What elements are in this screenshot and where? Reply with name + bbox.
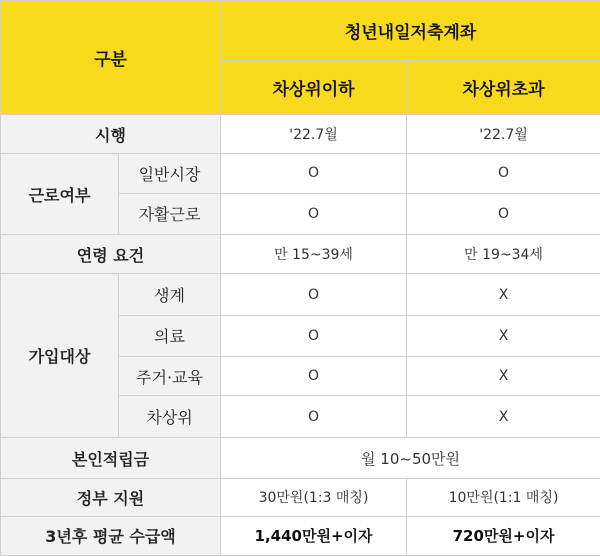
- medical-col2: X: [407, 315, 600, 356]
- age-col2: 만 19~34세: [407, 234, 600, 273]
- avg-payout-col2: 720만원+이자: [407, 516, 600, 555]
- gov-support-label: 정부 지원: [1, 479, 221, 516]
- table-row: [1, 516, 600, 555]
- table-row: [1, 154, 600, 193]
- launch-label: 시행: [1, 114, 221, 153]
- own-savings-label: 본인적립금: [1, 437, 221, 478]
- self-support-col2: O: [407, 193, 600, 234]
- table-row: [1, 437, 600, 478]
- employment-label: 근로여부: [1, 154, 119, 235]
- general-market-col2: O: [407, 154, 600, 193]
- medical-label: 의료: [119, 315, 221, 356]
- table-row: [1, 479, 600, 516]
- avg-payout-col1: 1,440만원+이자: [221, 516, 407, 555]
- housing-edu-col1: O: [221, 357, 407, 396]
- table-row: [1, 274, 600, 315]
- self-support-label: 자활근로: [119, 193, 221, 234]
- launch-col2: '22.7월: [407, 114, 600, 153]
- livelihood-col2: X: [407, 274, 600, 315]
- own-savings-value: 월 10~50만원: [221, 437, 600, 478]
- near-poor-label: 차상위: [119, 396, 221, 437]
- launch-col1: '22.7월: [221, 114, 407, 153]
- self-support-col1: O: [221, 193, 407, 234]
- medical-col1: O: [221, 315, 407, 356]
- table-row: [1, 234, 600, 273]
- general-market-col1: O: [221, 154, 407, 193]
- age-label: 연령 요건: [1, 234, 221, 273]
- near-poor-col2: X: [407, 396, 600, 437]
- col1-header: 차상위이하: [221, 61, 407, 115]
- livelihood-col1: O: [221, 274, 407, 315]
- livelihood-label: 생계: [119, 274, 221, 315]
- housing-edu-label: 주거·교육: [119, 357, 221, 396]
- avg-payout-label: 3년후 평균 수급액: [1, 516, 221, 555]
- age-col1: 만 15~39세: [221, 234, 407, 273]
- housing-edu-col2: X: [407, 357, 600, 396]
- general-market-label: 일반시장: [119, 154, 221, 193]
- gov-support-col1: 30만원(1:3 매칭): [221, 479, 407, 516]
- category-header: 구분: [1, 1, 221, 115]
- eligible-label: 가입대상: [1, 274, 119, 438]
- near-poor-col1: O: [221, 396, 407, 437]
- group-title-header: 청년내일저축계좌: [221, 1, 600, 61]
- table-row: [1, 114, 600, 153]
- col2-header: 차상위초과: [407, 61, 600, 115]
- gov-support-col2: 10만원(1:1 매칭): [407, 479, 600, 516]
